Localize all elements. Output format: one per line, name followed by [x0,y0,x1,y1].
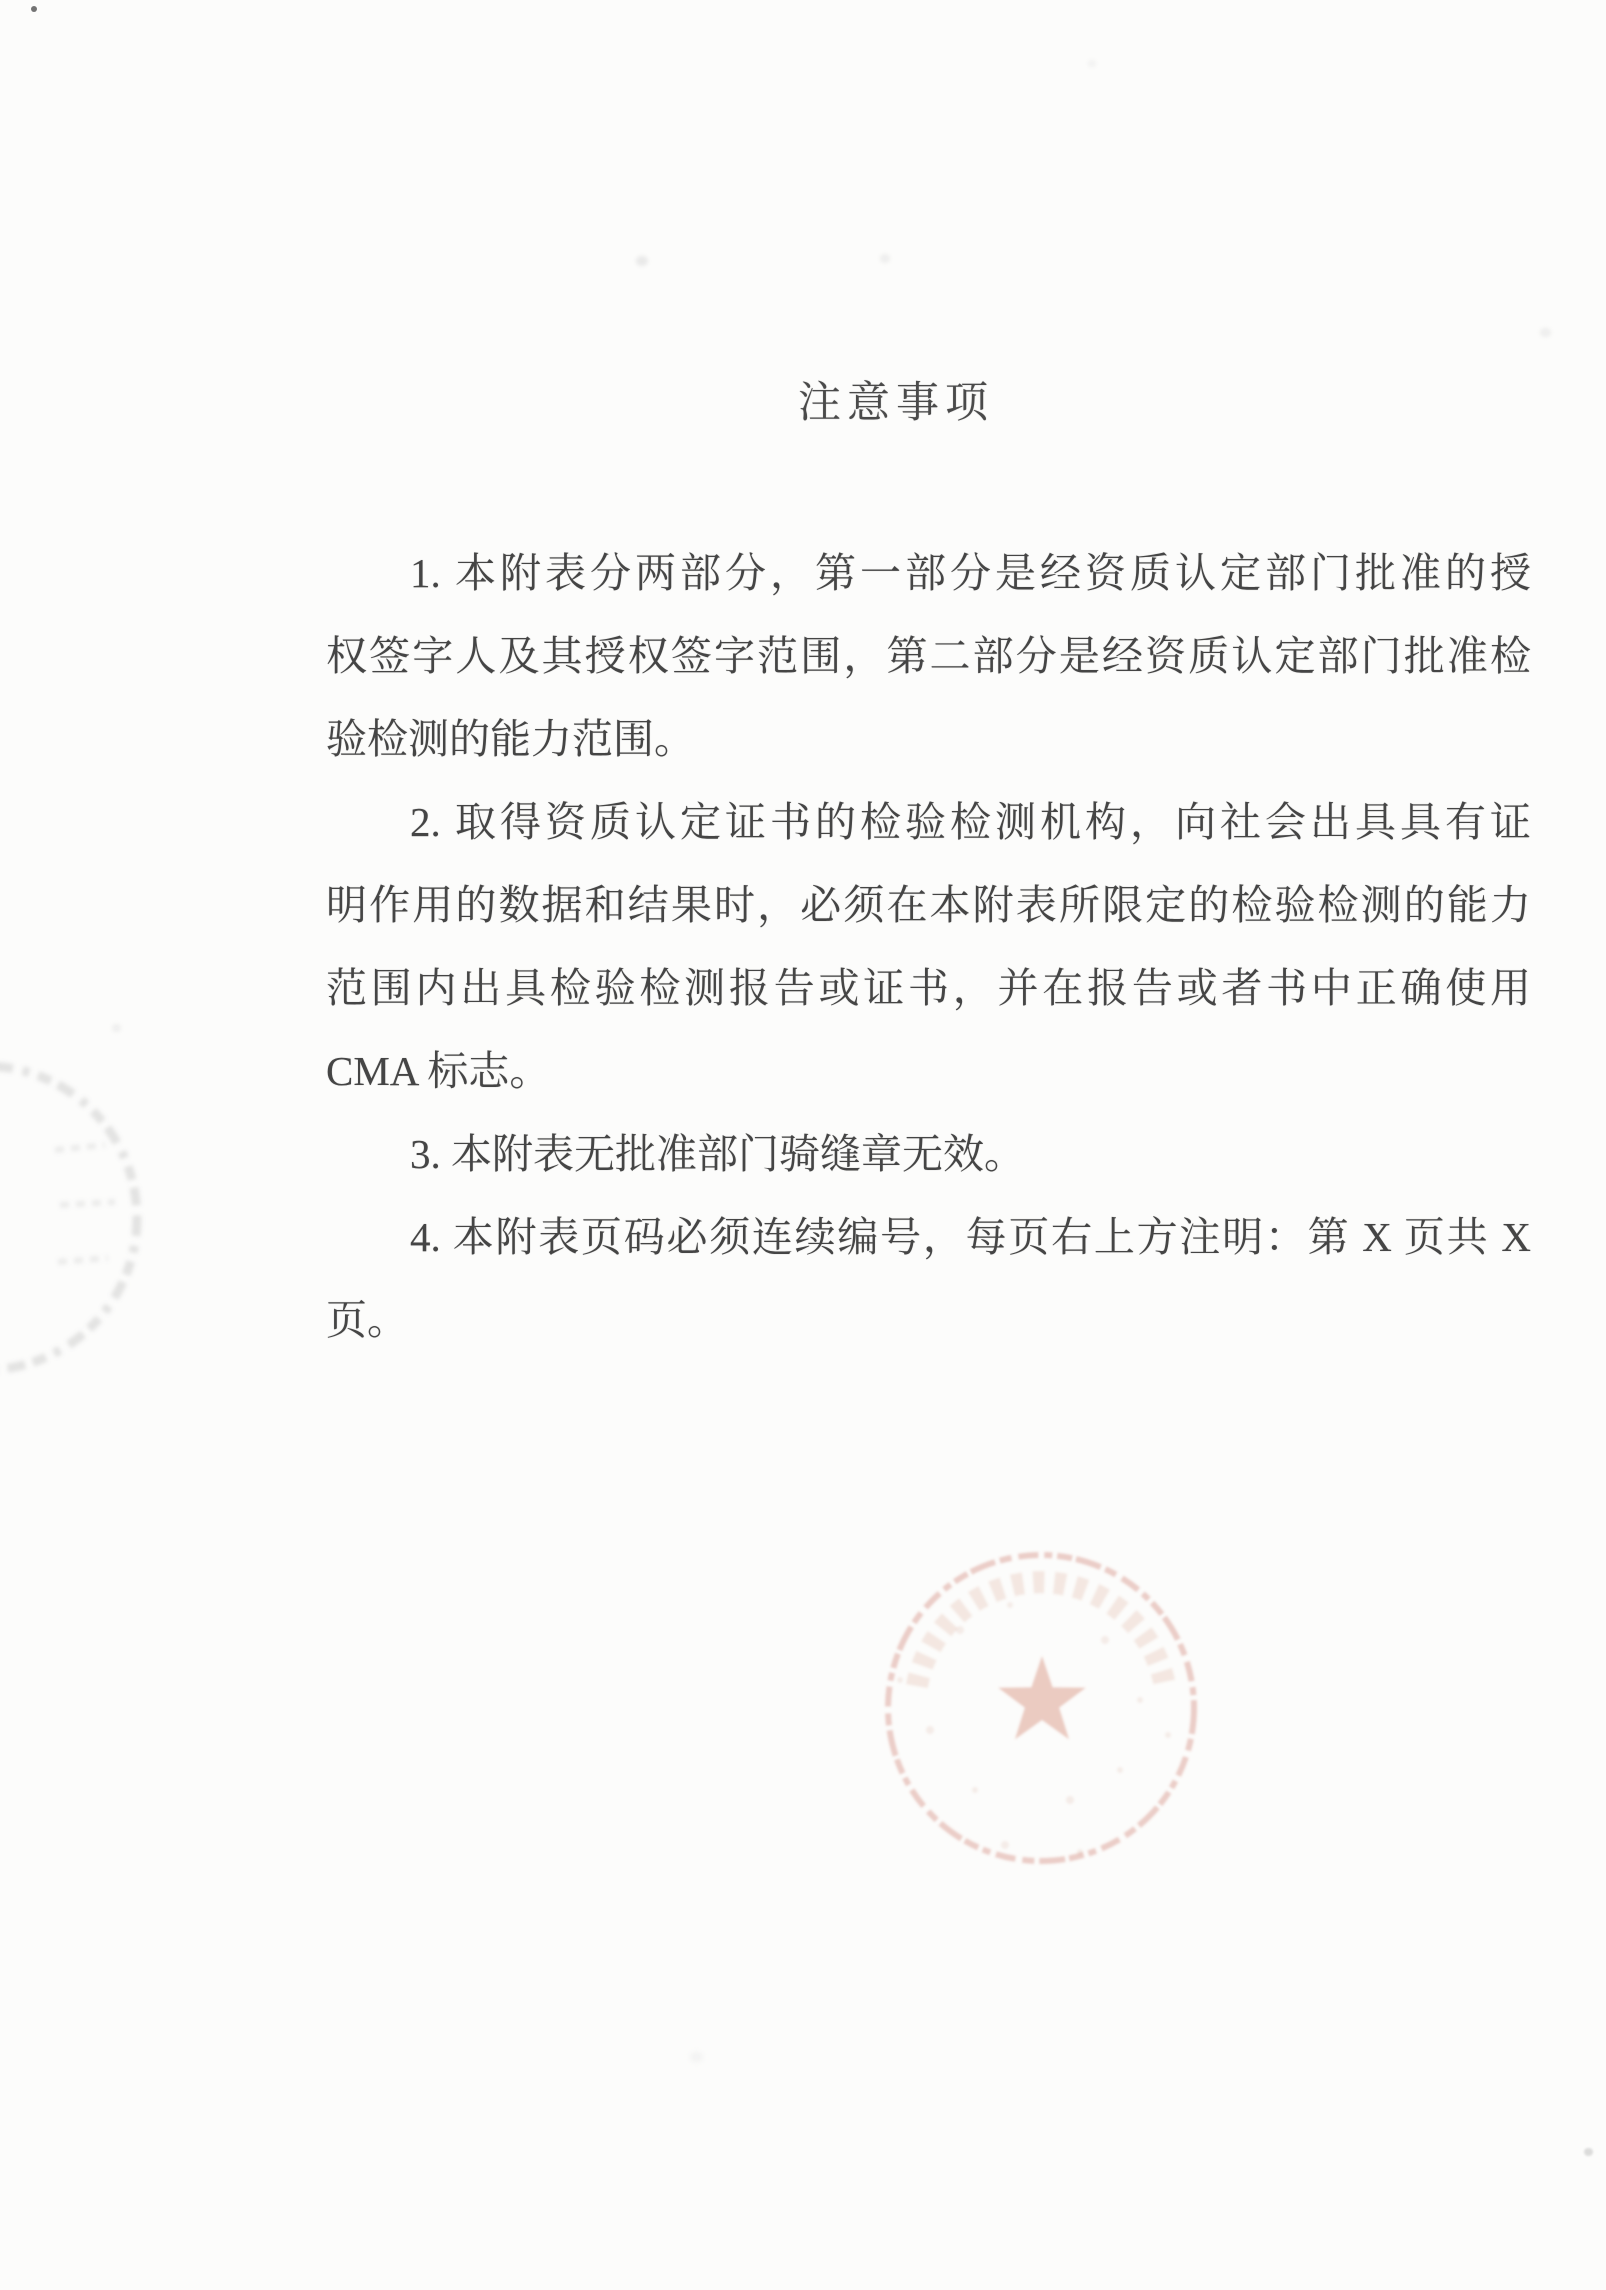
note-line: CMA 标志。 [326,1048,551,1094]
page-title: 注意事项 [798,380,994,427]
note-line: 4. 本附表页码必须连续编号，每页右上方注明：第 X 页共 X [410,1214,1531,1260]
note-item-4 [326,1196,1531,1362]
scan-speck [31,6,37,12]
note-item-2 [326,781,1531,1113]
scan-speck [1584,2148,1593,2156]
scan-speck [1088,60,1096,67]
note-line: 权签字人及其授权签字范围，第二部分是经资质认定部门批准检 [326,633,1531,679]
note-line: 明作用的数据和结果时，必须在本附表所限定的检验检测的能力 [326,882,1531,928]
scan-speck [636,256,648,266]
scan-speck [112,1024,121,1032]
notes-body [326,532,1531,1362]
seal-star-icon [998,1656,1085,1739]
note-line: 1. 本附表分两部分，第一部分是经资质认定部门批准的授 [410,550,1531,596]
gray-seal-marks [55,1145,115,1262]
note-line: 页。 [326,1297,408,1343]
seal-arc-text [917,1582,1165,1686]
seal-noise [897,1602,1171,1855]
note-line: 2. 取得资质认定证书的检验检测机构，向社会出具具有证 [410,799,1531,845]
gray-bleedthrough-stamp [0,1066,137,1370]
note-item-3 [326,1113,1531,1196]
note-item-1 [326,532,1531,781]
scan-speck [880,254,890,263]
scan-speck [690,2052,703,2062]
note-line: 范围内出具检验检测报告或证书，并在报告或者书中正确使用 [326,965,1531,1011]
gray-seal-ring [0,1066,137,1370]
seal-ring [888,1555,1194,1861]
red-seal-stamp [888,1555,1194,1861]
note-line: 3. 本附表无批准部门骑缝章无效。 [410,1131,1025,1177]
scan-speck [1540,328,1551,337]
note-line: 验检测的能力范围。 [326,716,695,762]
